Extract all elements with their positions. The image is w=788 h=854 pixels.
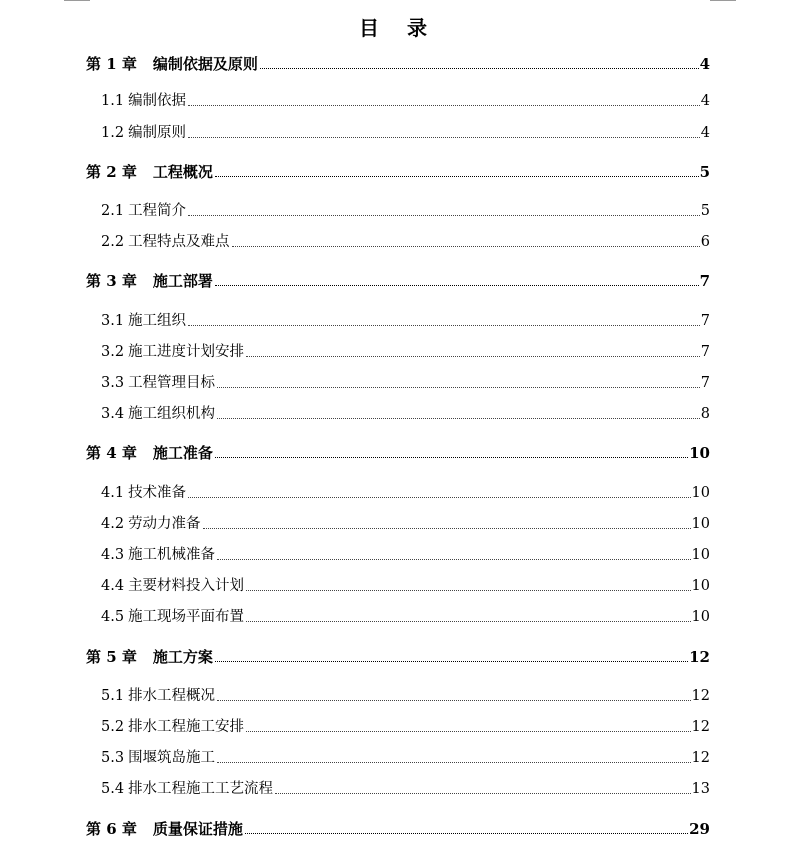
toc-section-entry[interactable] (101, 373, 710, 393)
toc-entry-label: 施工组织 (128, 313, 187, 329)
toc-page-number: 7 (700, 344, 710, 360)
toc-entry-label: 工程概况 (152, 163, 213, 181)
toc-entry-number: 5.4 (101, 781, 125, 797)
toc-page-number: 10 (691, 485, 710, 501)
toc-page-number: 10 (689, 444, 710, 462)
toc-section-entry[interactable] (101, 514, 710, 534)
toc-page-number: 4 (700, 125, 710, 141)
toc-page-number: 29 (689, 820, 710, 838)
toc-entry-number: 1.2 (101, 125, 125, 141)
toc-chapter-entry[interactable] (86, 443, 710, 463)
toc-dot-leader (215, 456, 688, 458)
toc-section-entry[interactable] (101, 576, 710, 596)
toc-section-entry[interactable] (101, 483, 710, 503)
toc-dot-leader (203, 527, 691, 529)
toc-entry-number: 4.3 (101, 547, 125, 563)
toc-entry-number: 2.1 (101, 203, 125, 219)
toc-chapter-entry[interactable] (86, 162, 710, 182)
toc-dot-leader (260, 67, 699, 69)
toc-entry-number: 5.2 (101, 719, 125, 735)
toc-entry-label: 排水工程概况 (128, 688, 216, 704)
toc-dot-leader (245, 832, 688, 834)
toc-section-entry[interactable] (101, 404, 710, 424)
toc-entry-number: 4.5 (101, 609, 125, 625)
page-corner-mark-left (64, 0, 90, 1)
toc-section-entry[interactable] (101, 686, 710, 706)
toc-entry-label: 施工准备 (152, 444, 213, 462)
toc-dot-leader (246, 589, 690, 591)
toc-chapter-entry[interactable] (86, 271, 710, 291)
toc-section-entry[interactable] (101, 123, 710, 143)
toc-dot-leader (188, 104, 700, 106)
toc-dot-leader (188, 324, 700, 326)
toc-entry-label: 工程管理目标 (128, 375, 216, 391)
toc-entry-label: 围堰筑岛施工 (128, 750, 216, 766)
toc-entry-label: 工程简介 (128, 203, 187, 219)
toc-entry-number: 3.2 (101, 344, 125, 360)
toc-entry-label: 排水工程施工安排 (128, 719, 245, 735)
toc-title (0, 12, 788, 41)
toc-page-number: 4 (700, 93, 710, 109)
toc-dot-leader (188, 496, 690, 498)
toc-section-entry[interactable] (101, 545, 710, 565)
toc-dot-leader (215, 175, 699, 177)
toc-page-number: 10 (691, 516, 710, 532)
toc-entry-number: 2.2 (101, 234, 125, 250)
toc-section-entry[interactable] (101, 311, 710, 331)
toc-entry-label: 排水工程施工工艺流程 (128, 781, 274, 797)
toc-section-entry[interactable] (101, 201, 710, 221)
toc-page-number: 12 (689, 648, 710, 666)
toc-entry-label: 劳动力准备 (128, 516, 201, 532)
toc-section-entry[interactable] (101, 91, 710, 111)
toc-page-number: 5 (700, 203, 710, 219)
toc-entry-number: 第 1 章 (86, 55, 137, 73)
toc-dot-leader (215, 660, 688, 662)
toc-entry-label: 施工方案 (152, 648, 213, 666)
toc-entry-number: 3.3 (101, 375, 125, 391)
toc-chapter-entry[interactable] (86, 647, 710, 667)
toc-page-number: 12 (691, 688, 710, 704)
toc-entry-label: 施工机械准备 (128, 547, 216, 563)
toc-dot-leader (275, 792, 690, 794)
toc-entry-number: 第 3 章 (86, 272, 137, 290)
toc-dot-leader (246, 355, 700, 357)
toc-section-entry[interactable] (101, 717, 710, 737)
toc-entry-number: 4.4 (101, 578, 125, 594)
toc-page-number: 10 (691, 578, 710, 594)
toc-dot-leader (246, 730, 690, 732)
toc-dot-leader (217, 417, 700, 419)
toc-entry-label: 编制依据 (128, 93, 187, 109)
toc-entry-number: 1.1 (101, 93, 125, 109)
toc-chapter-entry[interactable] (86, 54, 710, 74)
toc-entry-label: 主要材料投入计划 (128, 578, 245, 594)
toc-entry-label: 工程特点及难点 (128, 234, 230, 250)
toc-chapter-entry[interactable] (86, 819, 710, 839)
toc-page-number: 7 (700, 313, 710, 329)
toc-dot-leader (215, 284, 699, 286)
toc-entry-label: 编制原则 (128, 125, 187, 141)
toc-entry-number: 4.1 (101, 485, 125, 501)
page-corner-mark-right (710, 0, 736, 1)
toc-page-number: 7 (700, 375, 710, 391)
toc-page-number: 6 (700, 234, 710, 250)
toc-entry-number: 5.3 (101, 750, 125, 766)
toc-entry-label: 编制依据及原则 (152, 55, 258, 73)
toc-entry-label: 质量保证措施 (152, 820, 243, 838)
toc-page-number: 10 (691, 547, 710, 563)
toc-section-entry[interactable] (101, 607, 710, 627)
toc-dot-leader (217, 558, 690, 560)
toc-dot-leader (217, 761, 690, 763)
toc-entry-number: 3.1 (101, 313, 125, 329)
toc-section-entry[interactable] (101, 232, 710, 252)
toc-entry-number: 5.1 (101, 688, 125, 704)
toc-page-number: 5 (699, 163, 710, 181)
toc-dot-leader (246, 620, 690, 622)
toc-entry-number: 4.2 (101, 516, 125, 532)
toc-entry-label: 施工进度计划安排 (128, 344, 245, 360)
toc-dot-leader (188, 136, 700, 138)
toc-section-entry[interactable] (101, 748, 710, 768)
toc-entry-number: 3.4 (101, 406, 125, 422)
toc-section-entry[interactable] (101, 779, 710, 799)
toc-page-number: 4 (699, 55, 710, 73)
toc-page-number: 7 (699, 272, 710, 290)
toc-page-number: 8 (700, 406, 710, 422)
toc-entry-label: 技术准备 (128, 485, 187, 501)
toc-entry-label: 施工部署 (152, 272, 213, 290)
toc-entry-label: 施工现场平面布置 (128, 609, 245, 625)
toc-entry-number: 第 5 章 (86, 648, 137, 666)
toc-entry-number: 第 4 章 (86, 444, 137, 462)
toc-entry-number: 第 2 章 (86, 163, 137, 181)
toc-entry-label: 施工组织机构 (128, 406, 216, 422)
toc-page-number: 12 (691, 719, 710, 735)
toc-page-number: 13 (691, 781, 710, 797)
toc-page-number: 12 (691, 750, 710, 766)
toc-dot-leader (232, 245, 700, 247)
toc-title-char-1: 目 (359, 16, 381, 40)
toc-section-entry[interactable] (101, 342, 710, 362)
toc-dot-leader (217, 699, 690, 701)
toc-dot-leader (217, 386, 700, 388)
toc-page-number: 10 (691, 609, 710, 625)
toc-entry-number: 第 6 章 (86, 820, 137, 838)
toc-title-char-2: 录 (407, 16, 429, 40)
toc-dot-leader (188, 214, 700, 216)
